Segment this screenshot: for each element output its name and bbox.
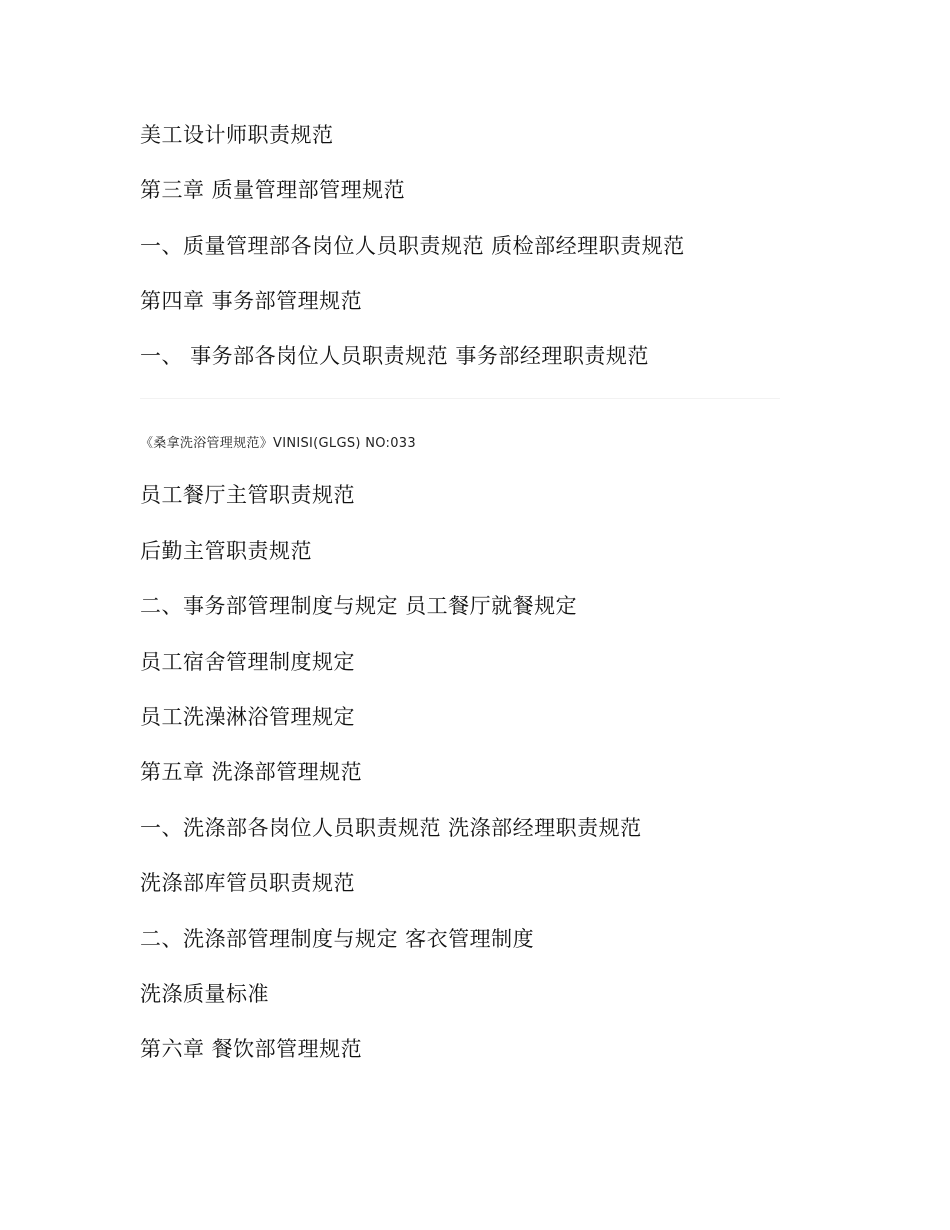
toc-line: 美工设计师职责规范 bbox=[140, 123, 334, 147]
toc-line: 一、 事务部各岗位人员职责规范 事务部经理职责规范 bbox=[140, 344, 649, 368]
toc-line: 员工餐厅主管职责规范 bbox=[140, 483, 355, 507]
toc-line: 员工洗澡淋浴管理规定 bbox=[140, 705, 355, 729]
page-divider bbox=[140, 398, 780, 399]
toc-line: 员工宿舍管理制度规定 bbox=[140, 650, 355, 674]
toc-line: 一、洗涤部各岗位人员职责规范 洗涤部经理职责规范 bbox=[140, 816, 642, 840]
toc-line: 后勤主管职责规范 bbox=[140, 539, 312, 563]
chapter-heading: 第四章 事务部管理规范 bbox=[140, 289, 363, 313]
chapter-heading: 第五章 洗涤部管理规范 bbox=[140, 760, 363, 784]
toc-line: 洗涤质量标准 bbox=[140, 982, 269, 1006]
toc-line: 二、事务部管理制度与规定 员工餐厅就餐规定 bbox=[140, 594, 578, 618]
toc-line: 洗涤部库管员职责规范 bbox=[140, 871, 355, 895]
toc-line: 二、洗涤部管理制度与规定 客衣管理制度 bbox=[140, 927, 535, 951]
running-header: 《桑拿洗浴管理规范》VINISI(GLGS) NO:033 bbox=[140, 436, 416, 451]
chapter-heading: 第三章 质量管理部管理规范 bbox=[140, 178, 406, 202]
toc-line: 一、质量管理部各岗位人员职责规范 质检部经理职责规范 bbox=[140, 234, 685, 258]
chapter-heading: 第六章 餐饮部管理规范 bbox=[140, 1037, 363, 1061]
